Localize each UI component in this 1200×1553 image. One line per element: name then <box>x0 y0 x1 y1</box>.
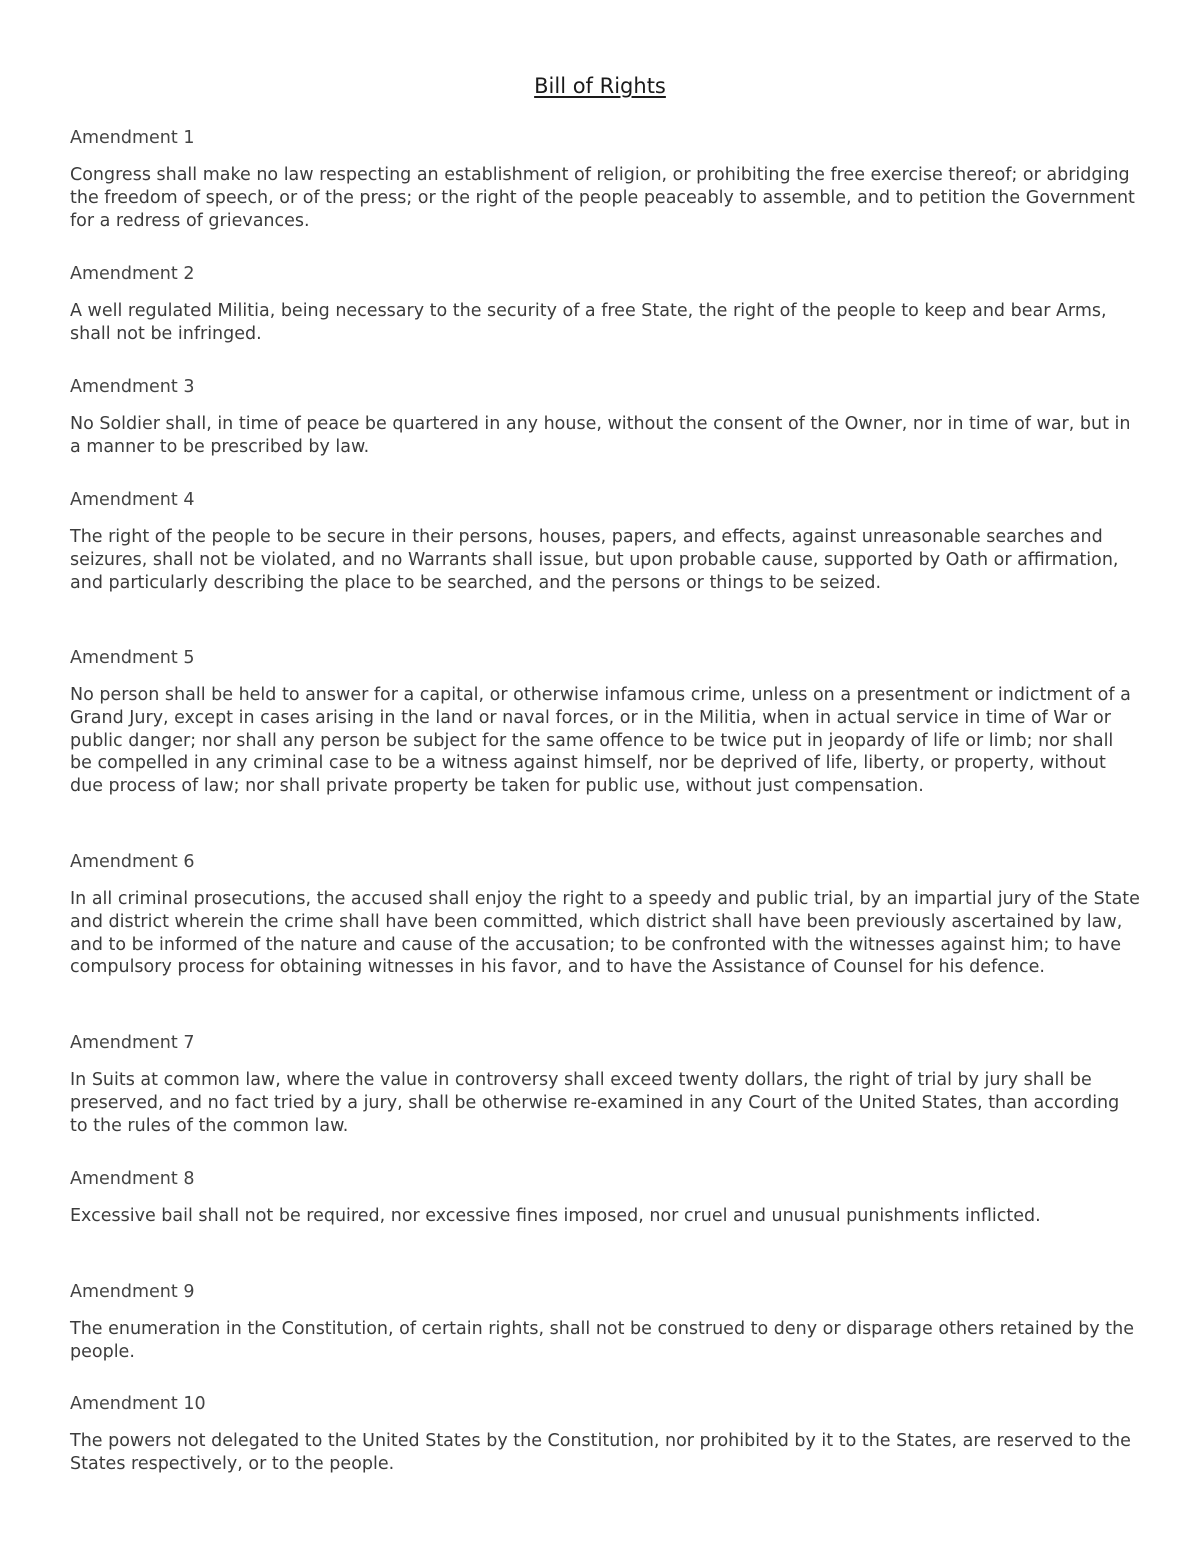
amendment-section-6 <box>70 850 1140 979</box>
amendment-section-7 <box>70 1031 1140 1137</box>
amendment-heading: Amendment 6 <box>70 852 195 872</box>
amendment-heading: Amendment 9 <box>70 1282 195 1302</box>
amendment-text: In all criminal prosecutions, the accused shall enjoy the right to a speedy and public trial, by an impartial jury of the State and district wherein the crime shall have been committed, which district shall have been previously ascertained by law, and to be informed of the nature and cause of the accusation; to be confronted with the witnesses against him; to have compulsory process for obtaining witnesses in his favor, and to have the Assistance of Counsel for his defence. <box>70 889 1140 978</box>
amendment-text: No Soldier shall, in time of peace be quartered in any house, without the consent of the Owner, nor in time of war, but in a manner to be prescribed by law. <box>70 414 1131 457</box>
amendment-section-5 <box>70 646 1140 798</box>
amendment-section-9 <box>70 1280 1140 1364</box>
amendment-heading: Amendment 10 <box>70 1394 206 1414</box>
amendment-text: The powers not delegated to the United States by the Constitution, nor prohibited by it to the States, are reserved to the States respectively, or to the people. <box>70 1431 1131 1474</box>
amendment-section-10 <box>70 1392 1140 1476</box>
amendment-heading: Amendment 7 <box>70 1033 195 1053</box>
amendment-text: In Suits at common law, where the value in controversy shall exceed twenty dollars, the right of trial by jury shall be preserved, and no fact tried by a jury, shall be otherwise re-examined in any Court of the United States, than according to the rules of the common law. <box>70 1070 1120 1136</box>
page-title: Bill of Rights <box>534 74 666 98</box>
amendment-heading: Amendment 8 <box>70 1169 195 1189</box>
amendment-text: Excessive bail shall not be required, nor excessive fines imposed, nor cruel and unusual punishments inflicted. <box>70 1206 1041 1226</box>
amendment-text: The enumeration in the Constitution, of certain rights, shall not be construed to deny or disparage others retained by the people. <box>70 1319 1134 1362</box>
amendment-section-4 <box>70 488 1140 594</box>
amendment-text: The right of the people to be secure in their persons, houses, papers, and effects, against unreasonable searches and seizures, shall not be violated, and no Warrants shall issue, but upon probable cause, supported by Oath or affirmation, and particularly describing the place to be searched, and the persons or things to be seized. <box>70 527 1119 593</box>
amendment-section-3 <box>70 375 1140 459</box>
amendment-heading: Amendment 4 <box>70 490 195 510</box>
amendment-heading: Amendment 5 <box>70 648 195 668</box>
amendment-heading: Amendment 2 <box>70 264 195 284</box>
amendment-text: A well regulated Militia, being necessary to the security of a free State, the right of the people to keep and bear Arms, shall not be infringed. <box>70 301 1107 344</box>
amendment-section-2 <box>70 262 1140 346</box>
amendment-section-1 <box>70 126 1140 232</box>
amendment-heading: Amendment 1 <box>70 128 195 148</box>
amendment-section-8 <box>70 1167 1140 1228</box>
amendment-heading: Amendment 3 <box>70 377 195 397</box>
amendment-text: Congress shall make no law respecting an establishment of religion, or prohibiting the free exercise thereof; or abridging the freedom of speech, or of the press; or the right of the people peaceably to assemble, and to petition the Government for a redress of grievances. <box>70 165 1135 231</box>
amendment-text: No person shall be held to answer for a capital, or otherwise infamous crime, unless on a presentment or indictment of a Grand Jury, except in cases arising in the land or naval forces, or in the Militia, when in actual service in time of War or public danger; nor shall any person be subject for the same offence to be twice put in jeopardy of life or limb; nor shall be compelled in any criminal case to be a witness against himself, nor be deprived of life, liberty, or property, without due process of law; nor shall private property be taken for public use, without just compensation. <box>70 685 1131 797</box>
